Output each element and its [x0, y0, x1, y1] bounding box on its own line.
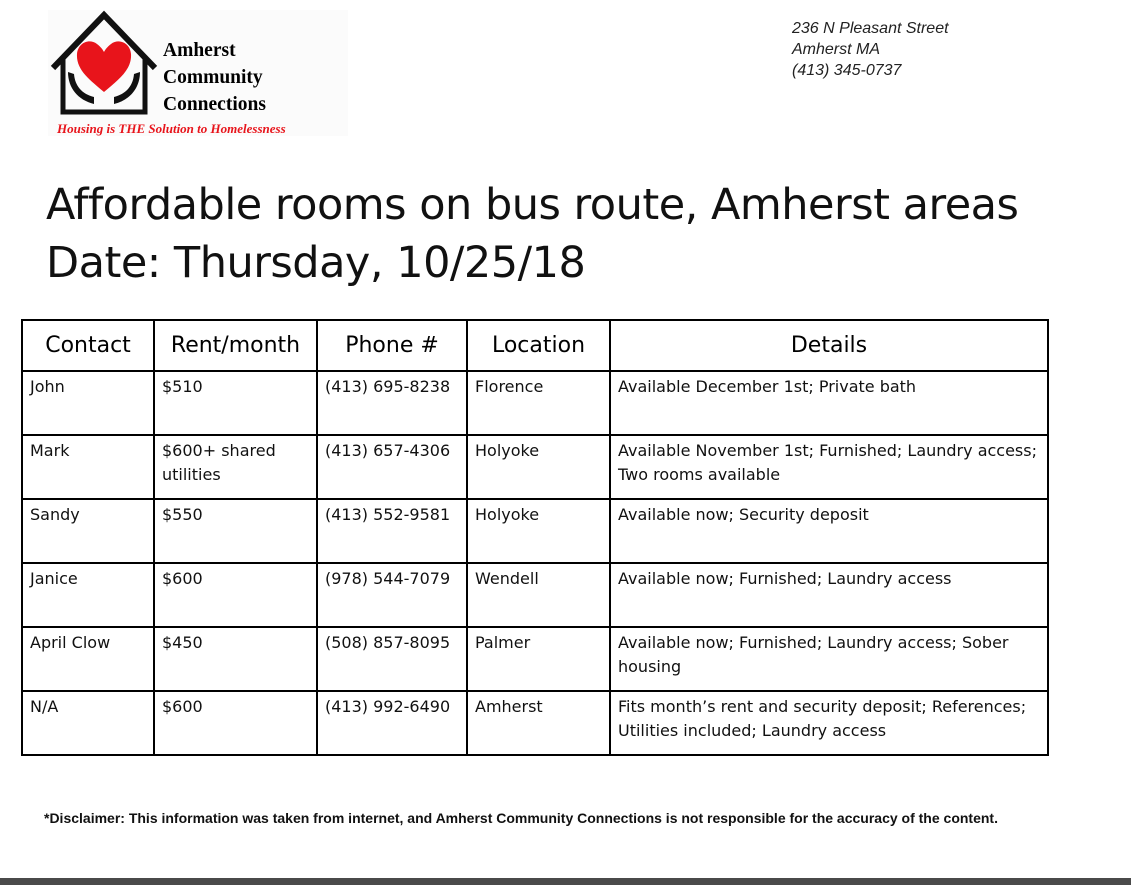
phone-cell: (413) 552-9581 [317, 499, 467, 563]
phone-cell: (413) 657-4306 [317, 435, 467, 499]
org-name [163, 37, 266, 118]
details-cell: Fits month’s rent and security deposit; References; Utilities included; Laundry access [610, 691, 1048, 755]
title-line: Affordable rooms on bus route, Amherst areas [46, 180, 1019, 230]
details-cell: Available now; Security deposit [610, 499, 1048, 563]
table-row [22, 627, 1048, 691]
date-line: Date: Thursday, 10/25/18 [46, 238, 586, 288]
rent-cell: $600 [154, 563, 317, 627]
phone-number: (413) 345-0737 [792, 62, 902, 79]
details-cell: Available November 1st; Furnished; Laundry access; Two rooms available [610, 435, 1048, 499]
column-header: Details [610, 320, 1048, 371]
details-cell: Available December 1st; Private bath [610, 371, 1048, 435]
contact-cell: Mark [22, 435, 154, 499]
org-name-line: Connections [163, 94, 266, 115]
table-row [22, 371, 1048, 435]
table-header-row [22, 320, 1048, 371]
location-cell: Amherst [467, 691, 610, 755]
street-address: 236 N Pleasant Street [792, 20, 949, 37]
column-header: Location [467, 320, 610, 371]
phone-cell: (508) 857-8095 [317, 627, 467, 691]
location-cell: Holyoke [467, 435, 610, 499]
rent-cell: $600+ shared utilities [154, 435, 317, 499]
bottom-bar [0, 878, 1131, 885]
phone-cell: (978) 544-7079 [317, 563, 467, 627]
org-name-line: Community [163, 67, 263, 88]
disclaimer: *Disclaimer: This information was taken from internet, and Amherst Community Connections is not responsible for the accuracy of the content. [44, 810, 998, 826]
table-row [22, 691, 1048, 755]
address-block [792, 18, 949, 81]
details-cell: Available now; Furnished; Laundry access [610, 563, 1048, 627]
table-row [22, 563, 1048, 627]
table-row [22, 499, 1048, 563]
column-header: Contact [22, 320, 154, 371]
contact-cell: Janice [22, 563, 154, 627]
phone-cell: (413) 992-6490 [317, 691, 467, 755]
contact-cell: Sandy [22, 499, 154, 563]
contact-cell: N/A [22, 691, 154, 755]
contact-cell: John [22, 371, 154, 435]
location-cell: Wendell [467, 563, 610, 627]
location-cell: Palmer [467, 627, 610, 691]
contact-cell: April Clow [22, 627, 154, 691]
city-state: Amherst MA [792, 41, 881, 58]
tagline: Housing is THE Solution to Homelessness [57, 121, 286, 136]
column-header: Rent/month [154, 320, 317, 371]
rent-cell: $450 [154, 627, 317, 691]
location-cell: Florence [467, 371, 610, 435]
table-row [22, 435, 1048, 499]
rent-cell: $600 [154, 691, 317, 755]
org-name-line: Amherst [163, 40, 236, 61]
rooms-table [21, 319, 1049, 756]
rent-cell: $550 [154, 499, 317, 563]
house-heart-hands-icon [50, 10, 158, 116]
column-header: Phone # [317, 320, 467, 371]
rent-cell: $510 [154, 371, 317, 435]
details-cell: Available now; Furnished; Laundry access; Sober housing [610, 627, 1048, 691]
page-title [46, 176, 1018, 292]
phone-cell: (413) 695-8238 [317, 371, 467, 435]
location-cell: Holyoke [467, 499, 610, 563]
